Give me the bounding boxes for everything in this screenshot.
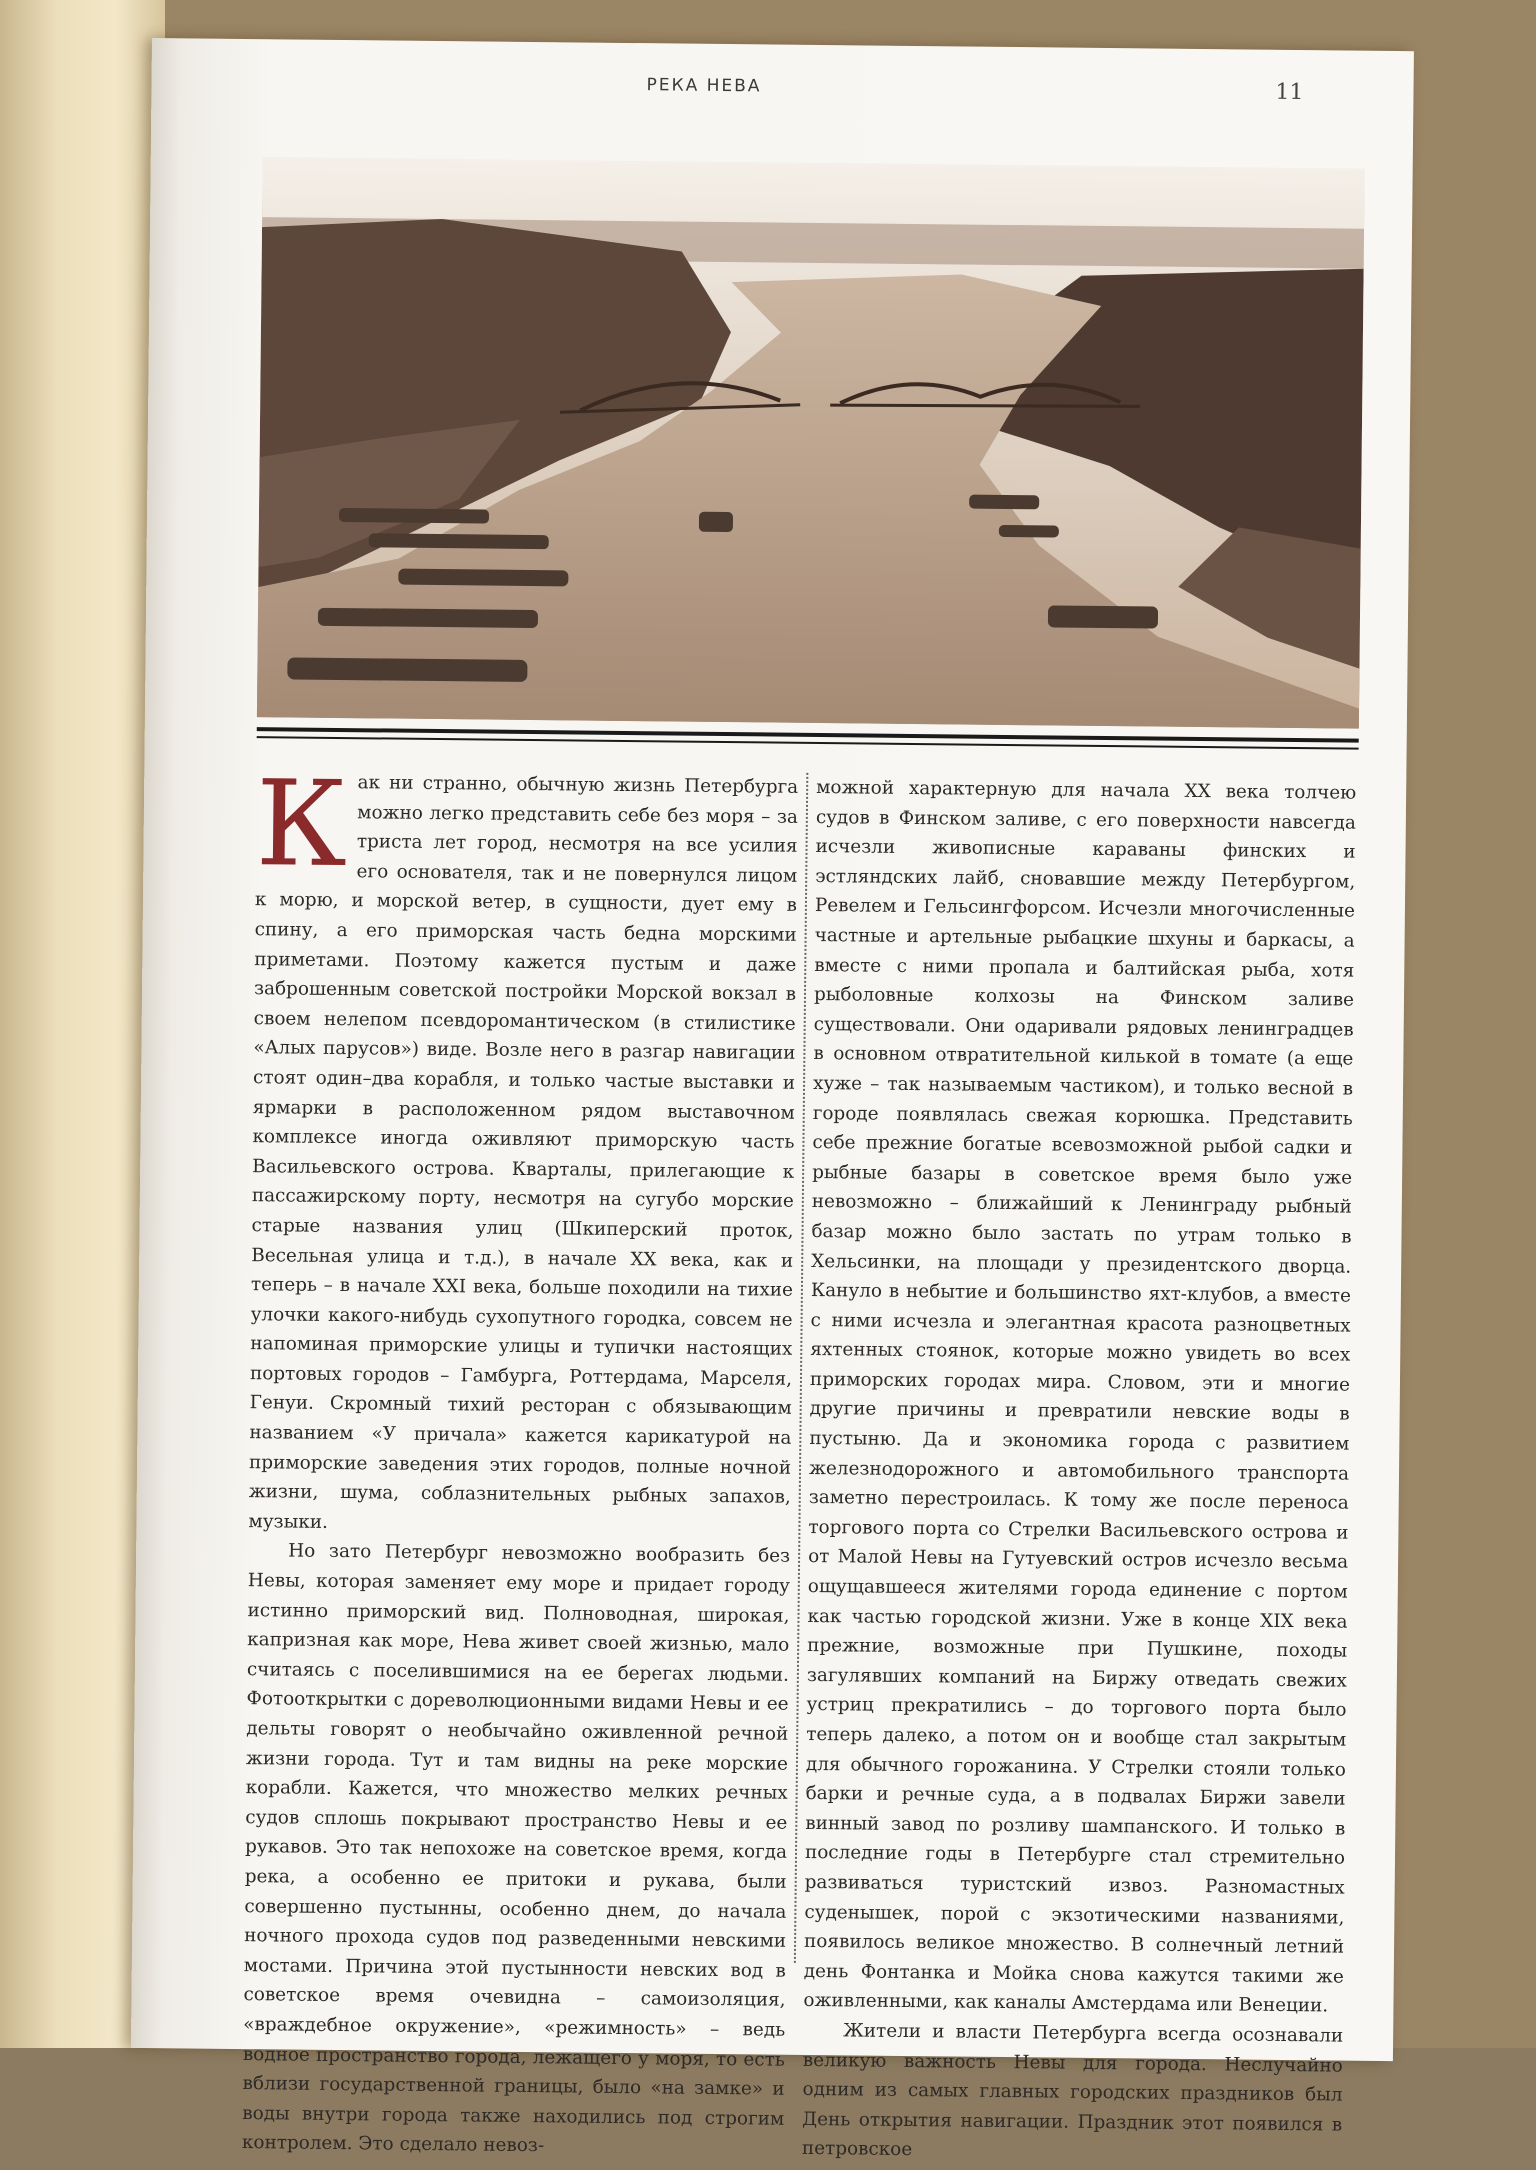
neva-aerial-photo bbox=[257, 157, 1365, 729]
drop-cap: К bbox=[255, 754, 348, 894]
double-rule-divider bbox=[257, 727, 1359, 755]
text-columns bbox=[241, 754, 1358, 2161]
book-page bbox=[131, 38, 1414, 2161]
paragraph-3: можной характерную для начала XX века толчею судов в Финском заливе, с его поверхности навсегда исчезли живописные караваны финских и эстляндских лайб, сновавшие между Петербургом, Ревелем и Гельсингфорсом. Исчезли многочисленные частные и артельные рыбацкие шхуны и баркасы, а вместе с ними пропала и балтийская рыба, хотя рыболовные колхозы на Финском заливе существовали. Они одаривали рядовых ленинградцев в основном отвратительной килькой в томате (а еще хуже – так называемым частиком), и только весной в городе появлялась свежая корюшка. Представить себе прежние богатые всевозможной рыбой садки и рыбные базары в советское время было уже невозможно – ближайший к Ленинграду рыбный базар можно было застать по утрам только в Хельсинки, на площади у президентского дворца. Кануло в небытие и большинство яхт-клубов, а вместе с ними исчезла и элегантная красота разноцветных яхтенных стоянок, которые можно увидеть во всех приморских городах мира. Словом, эти и многие другие причины и превратили невские воды в пустыню. Да и экономика города с развитием железнодорожного и автомобильного транспорта заметно перестроилась. К тому же после переноса торгового порта со Стрелки Васильевского острова и от Малой Невы на Гутуевский остров исчезло весьма ощущавшееся жителями города единение с портом как частью городской жизни. Уже в конце XIX века прежние, возможные при Пушкине, походы загулявших компаний на Биржу отведать свежих устриц прекратились – до торгового порта было теперь далеко, а потом он и вообще стал закрытым для обычного горожанина. У Стрелки стояли только барки и речные суда, а в подвалах Биржи завели винный завод по розливу шампанского. И только в последние годы в Петербурге стал стремительно развиваться туристский извоз. Разномастных суденышек, порой с экзотическими названиями, появилось великое множество. В солнечный летний день Фонтанка и Мойка снова кажутся такими же оживленными, как каналы Амстердама или Венеции. bbox=[803, 776, 1357, 2017]
page-number: 11 bbox=[1275, 79, 1304, 106]
paragraph-1-text: ак ни странно, обычную жизнь Петербурга можно легко представить себе без моря – за триста лет город, несмотря на все усилия его основателя, так и не повернулся лицом к морю, и морской ветер, в сущности, дует ему в спину, а его приморская часть бедна морскими приметами. Поэтому кажется пустым и даже заброшенным советской постройки Морской вокзал в своем нелепом псевдоромантическом (в стилистике «Алых парусов») виде. Возле него в разгар навигации стоят один–два корабля, и только частые выставки и ярмарки в расположенном рядом выставочном комплексе иногда оживляют приморскую часть Васильевского острова. Кварталы, прилегающие к пассажирскому порту, несмотря на сугубо морские старые названия улиц (Шкиперский проток, Весельная улица и т.д.), в начале XX века, как и теперь – в начале XXI века, больше походили на тихие улочки какого-нибудь сухопутного городка, совсем не напоминая приморские улицы и тупички настоящих портовых городов – Гамбурга, Роттердама, Марселя, Генуи. Скромный тихий ресторан с обязывающим названием «У причала» кажется карикатурой на приморские заведения этих городов, полные ночной жизни, шума, соблазнительных рыбных запахов, музыки. bbox=[248, 772, 799, 1533]
right-column bbox=[802, 773, 1357, 2169]
running-head: РЕКА НЕВА bbox=[646, 75, 762, 97]
paragraph-2: Но зато Петербург невозможно вообразить без Невы, которая заменяет ему море и придает городу истинно приморский вид. Полноводная, широкая, капризная как море, Нева живет своей жизнью, мало считаясь с поселившимися на ее берегах людьми. Фотооткрытки с дореволюционными видами Невы и ее дельты говорят о необычайно оживленной речной жизни города. Тут и там видны на реке морские корабли. Кажется, что множество мелких речных судов сплошь покрывают пространство Невы и ее рукавов. Это так непохоже на советское время, когда река, а особенно ее притоки и рукава, были совершенно пустынны, особенно днем, до начала ночного прохода судов под разведенными невскими мостами. Причина этой пустынности невских вод в советское время очевидна – самоизоляция, «враждебное окружение», «режимность» – ведь водное пространство города, лежащего у моря, то есть вблизи государственной границы, было «на замке» и воды внутри города также находились под строгим контролем. Это сделало невоз- bbox=[241, 1540, 791, 2157]
left-column bbox=[241, 754, 799, 2164]
paragraph-1 bbox=[248, 754, 799, 1542]
paragraph-4: Жители и власти Петербурга всегда осознавали великую важность Невы для города. Неслучайно одним из самых главных городских праздников был День открытия навигации. Праздник этот появился в петровское bbox=[801, 2020, 1344, 2161]
